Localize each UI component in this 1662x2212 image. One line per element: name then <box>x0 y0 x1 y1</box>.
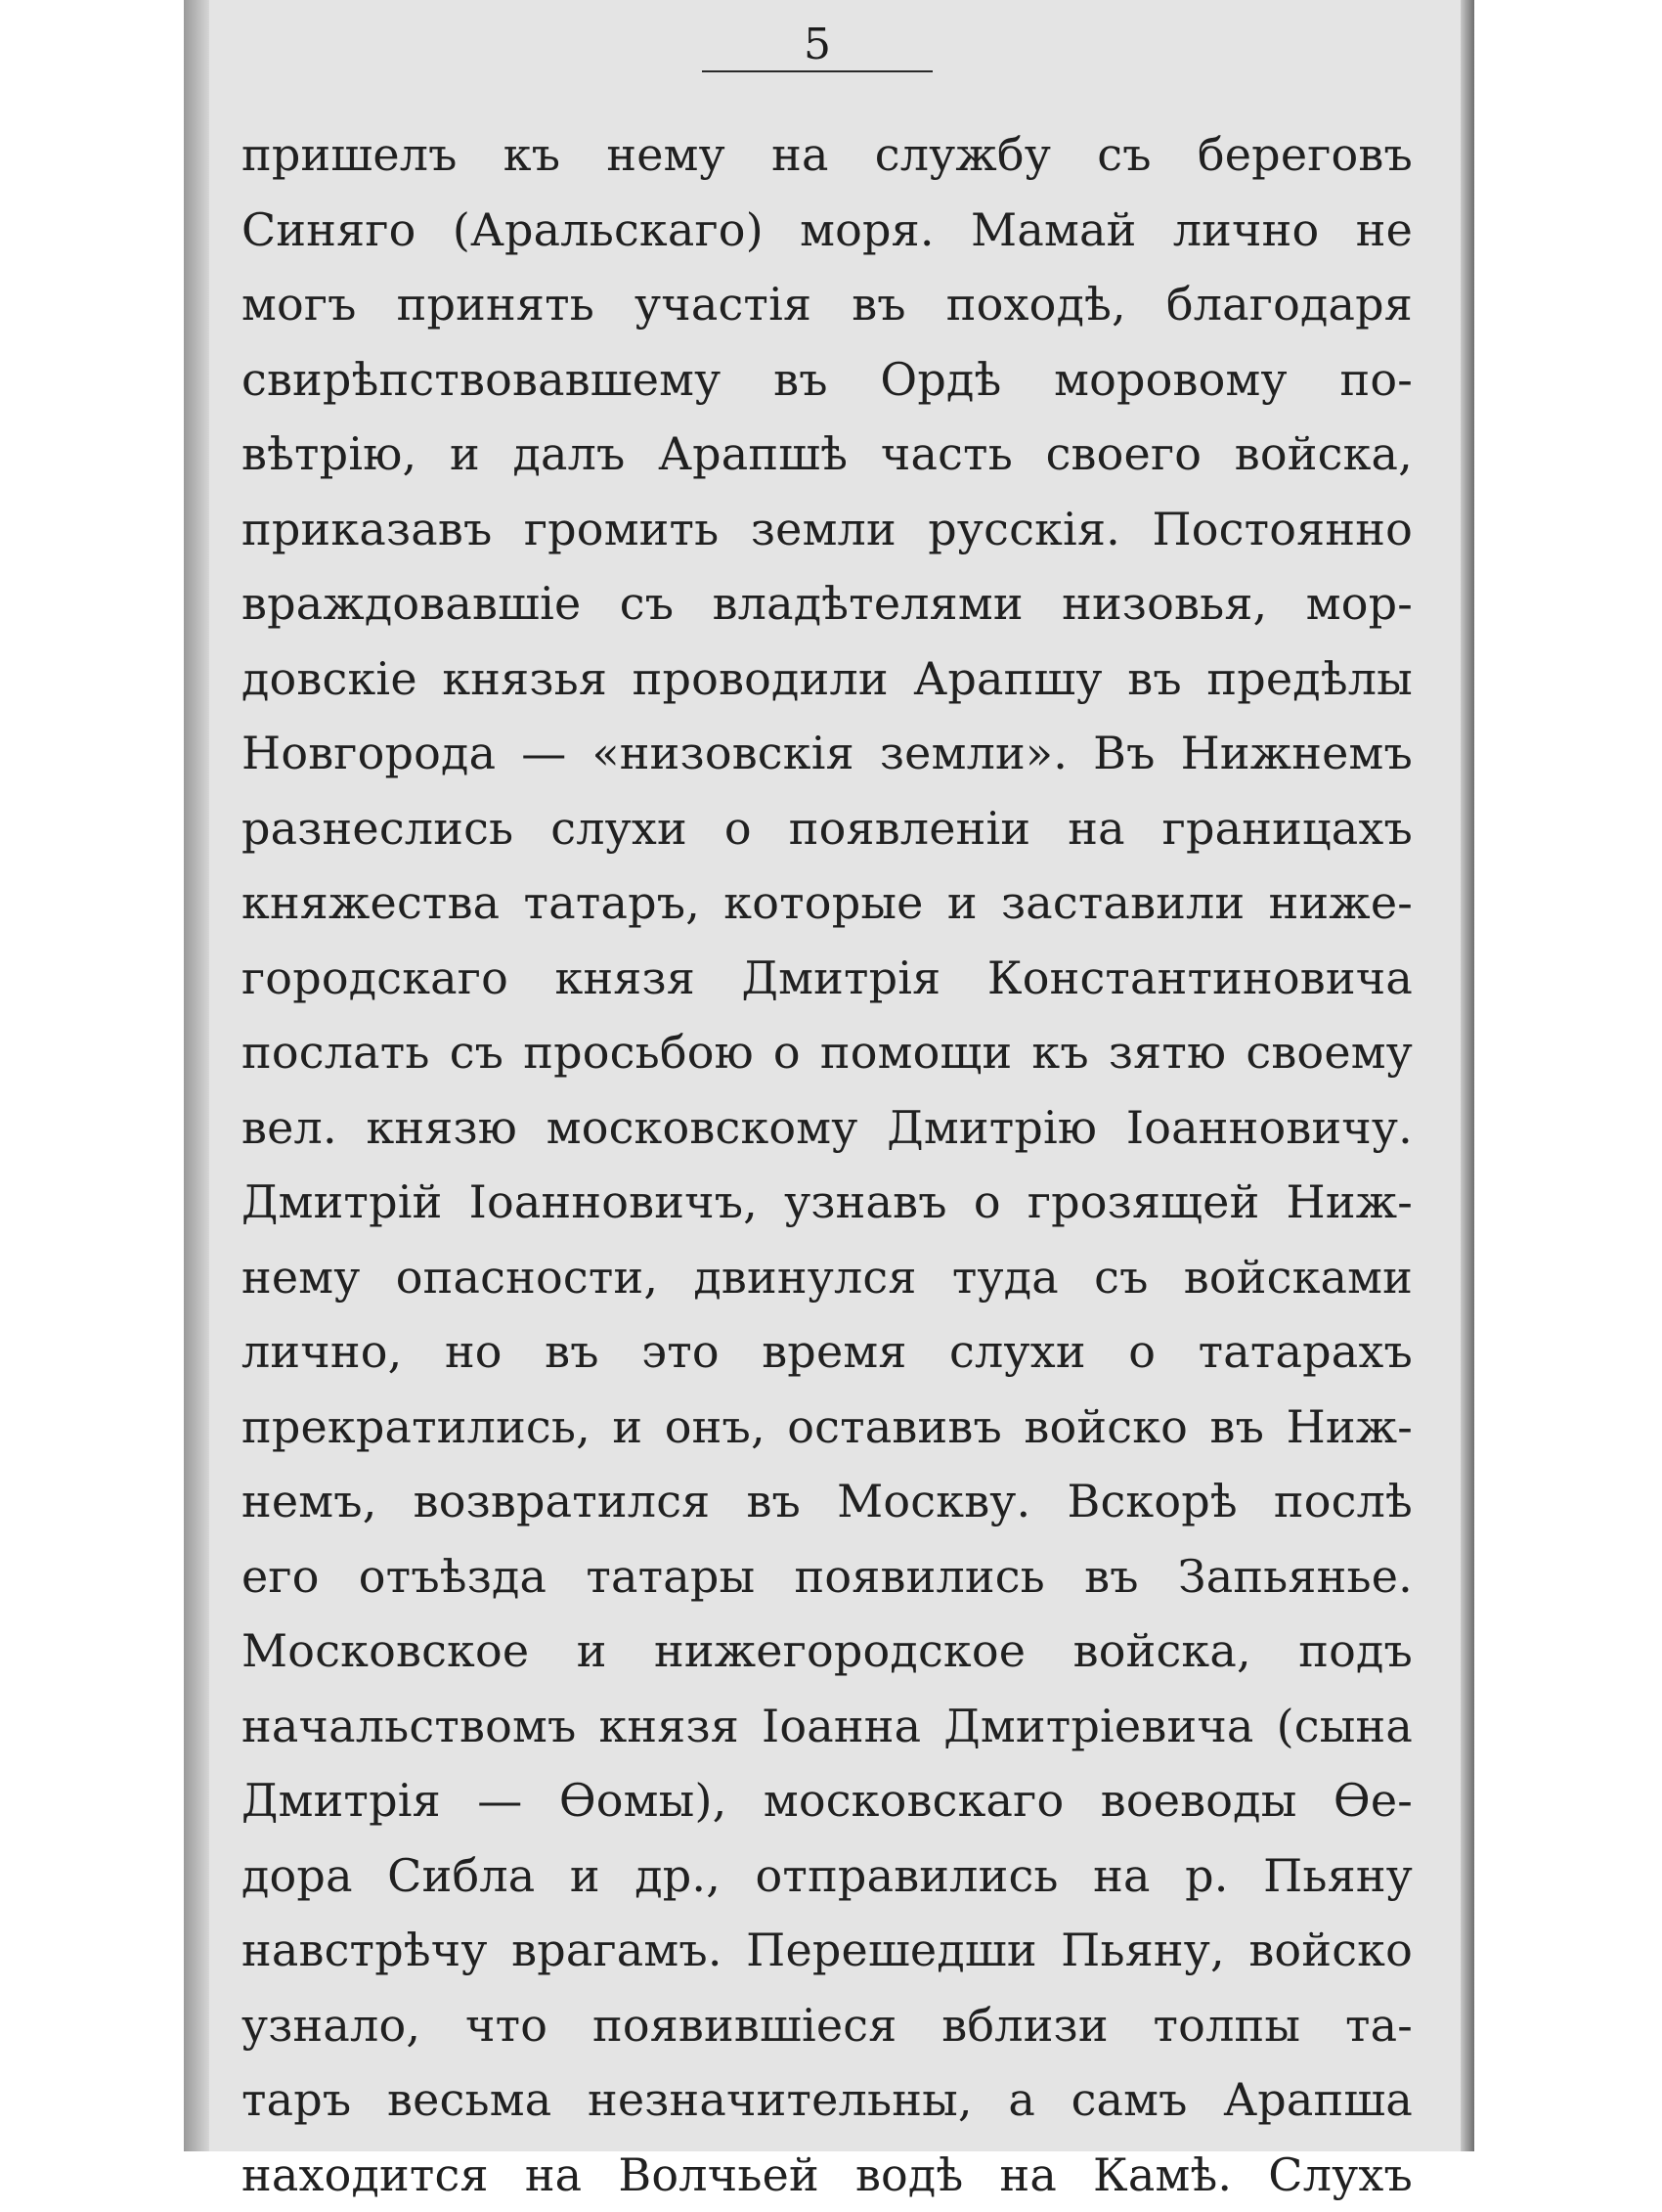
text-line: враждовавшіе съ владѣтелями низовья, мор- <box>241 566 1413 641</box>
text-line: прекратились, и онъ, оставивъ войско въ Ниж- <box>241 1390 1413 1465</box>
text-line: находится на Волчьей водѣ на Камѣ. Слухъ <box>241 2138 1413 2212</box>
page-right-edge-shadow <box>1461 0 1474 2151</box>
text-line: Дмитрій Іоанновичъ, узнавъ о грозящей Ниж- <box>241 1165 1413 1240</box>
text-line: послать съ просьбою о помощи къ зятю своему <box>241 1015 1413 1090</box>
page-left-edge-shadow <box>184 0 209 2151</box>
text-line: городскаго князя Дмитрія Константиновича <box>241 941 1413 1016</box>
text-line: нему опасности, двинулся туда съ войсками <box>241 1240 1413 1315</box>
text-line: вѣтрію, и далъ Арапшѣ часть своего войска, <box>241 417 1413 492</box>
text-line: Московское и нижегородское войска, подъ <box>241 1614 1413 1689</box>
body-text <box>241 117 1413 2212</box>
text-line: довскіе князья проводили Арапшу въ предѣлы <box>241 641 1413 717</box>
text-line: лично, но въ это время слухи о татарахъ <box>241 1314 1413 1390</box>
page-header <box>702 23 933 72</box>
text-line: могъ принять участія въ походѣ, благодаря <box>241 267 1413 342</box>
text-line: разнеслись слухи о появленіи на границахъ <box>241 791 1413 866</box>
text-line: Синяго (Аральскаго) моря. Мамай лично не <box>241 193 1413 268</box>
text-line: вел. князю московскому Дмитрію Іоанновичу. <box>241 1090 1413 1166</box>
text-line: Дмитрія — Ѳомы), московскаго воеводы Ѳе- <box>241 1763 1413 1838</box>
text-line: начальствомъ князя Іоанна Дмитріевича (сына <box>241 1689 1413 1764</box>
page-number: 5 <box>804 20 831 69</box>
text-line: княжества татаръ, которые и заставили ниже- <box>241 865 1413 941</box>
text-line: узнало, что появившіеся вблизи толпы та- <box>241 1988 1413 2063</box>
text-line: таръ весьма незначительны, а самъ Арапша <box>241 2062 1413 2138</box>
text-line: навстрѣчу врагамъ. Перешедши Пьяну, войско <box>241 1913 1413 1988</box>
text-line: пришелъ къ нему на службу съ береговъ <box>241 117 1413 193</box>
text-line: Новгорода — «низовскія земли». Въ Нижнемъ <box>241 716 1413 791</box>
text-line: приказавъ громить земли русскія. Постоянно <box>241 492 1413 567</box>
text-line: дора Сибла и др., отправились на р. Пьяну <box>241 1838 1413 1914</box>
text-line: свирѣпствовавшему въ Ордѣ моровому по- <box>241 342 1413 418</box>
text-line: его отъѣзда татары появились въ Запьянье. <box>241 1539 1413 1615</box>
text-line: немъ, возвратился въ Москву. Вскорѣ послѣ <box>241 1464 1413 1539</box>
